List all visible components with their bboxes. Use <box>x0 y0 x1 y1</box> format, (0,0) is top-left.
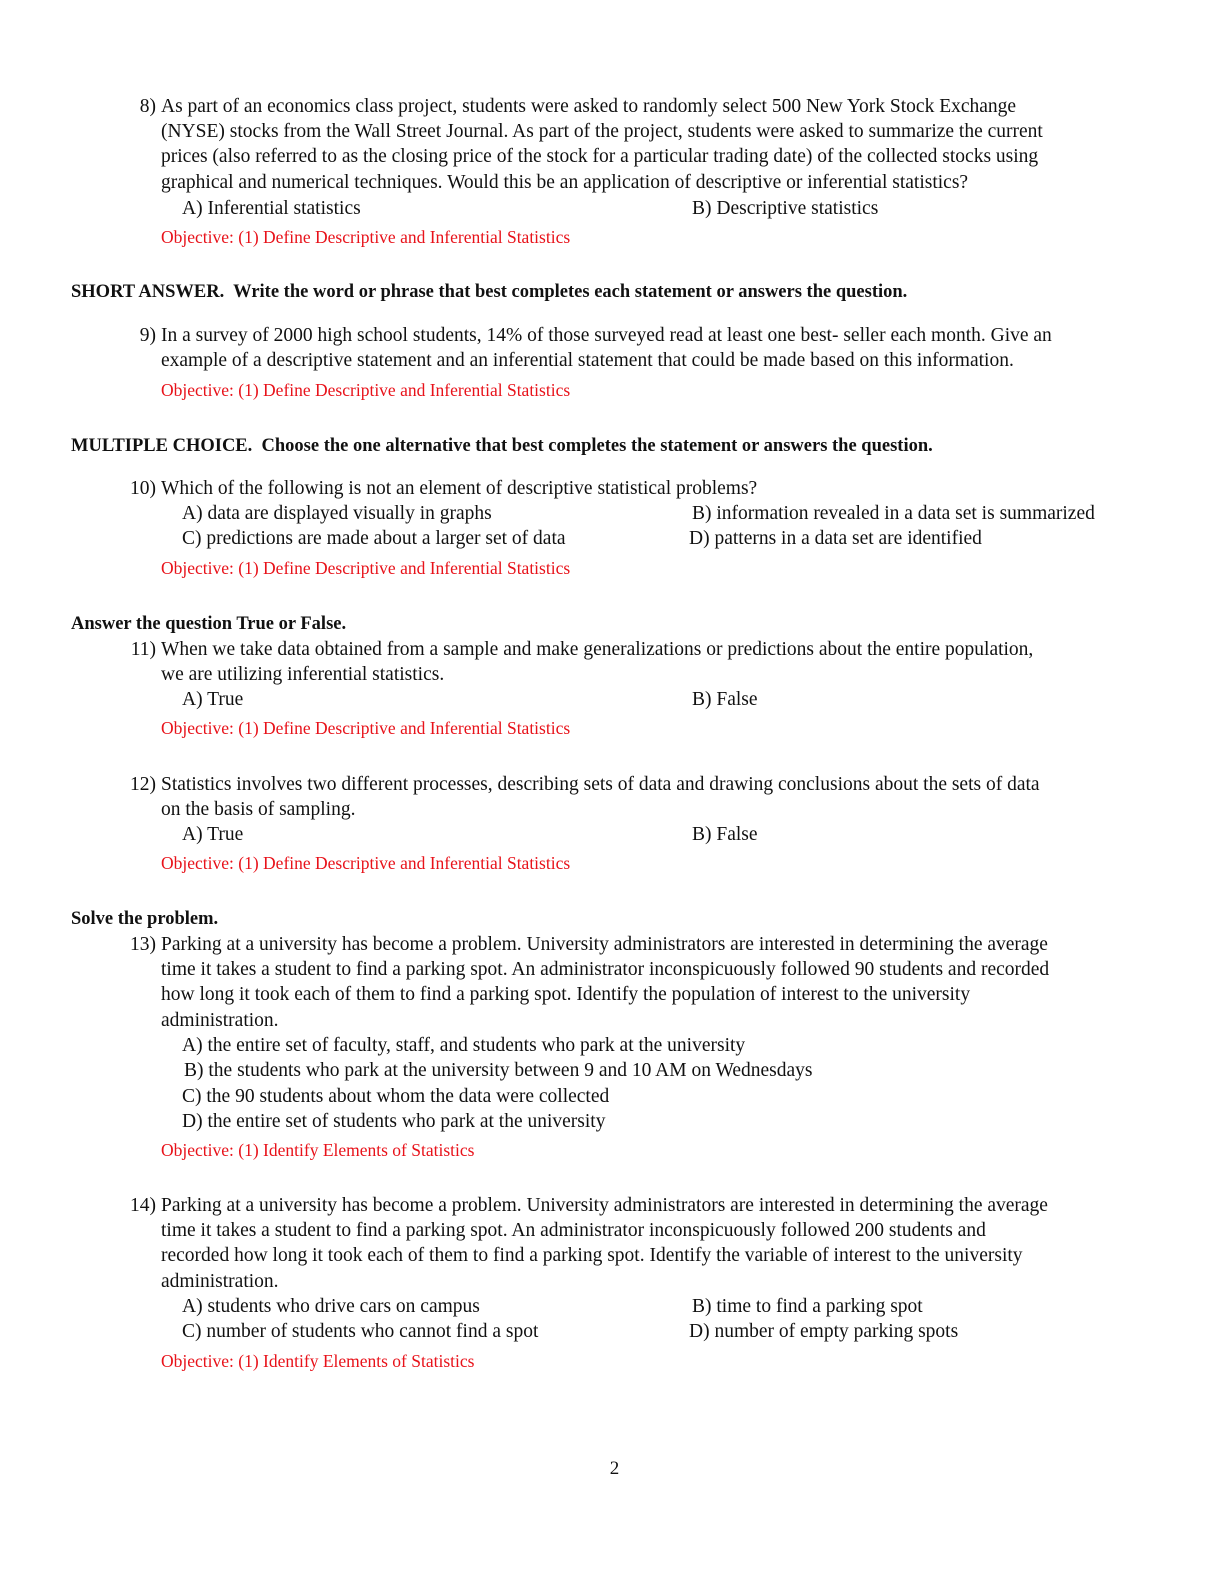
answer-choice-a: A) students who drive cars on campus <box>182 1296 480 1317</box>
question-text-line: When we take data obtained from a sample and make generalizations or predictions about the entire population, <box>161 639 1034 660</box>
question-number: 10) <box>130 478 156 499</box>
question-text-line: graphical and numerical techniques. Would this be an application of descriptive or inferential statistics? <box>161 172 969 193</box>
question-text-line: recorded how long it took each of them to find a parking spot. Identify the variable of interest to the university <box>161 1245 1023 1266</box>
question-number: 9) <box>139 325 156 346</box>
question-number: 13) <box>130 934 156 955</box>
section-header-instructions: Choose the one alternative that best completes the statement or answers the question. <box>261 436 933 456</box>
question-number: 8) <box>139 96 156 117</box>
section-header-lead: MULTIPLE CHOICE. <box>71 436 253 456</box>
question-text-line: Parking at a university has become a problem. University administrators are interested in determining the average <box>161 934 1048 955</box>
question-text-line: Parking at a university has become a problem. University administrators are interested in determining the average <box>161 1195 1048 1216</box>
question-number: 12) <box>130 774 156 795</box>
question-text-line: Statistics involves two different processes, describing sets of data and drawing conclusions about the sets of data <box>161 774 1040 795</box>
answer-choice-c: C) the 90 students about whom the data were collected <box>182 1086 610 1107</box>
answer-choice-c: C) predictions are made about a larger set of data <box>182 528 566 549</box>
answer-choice-b: B) time to find a parking spot <box>692 1296 923 1317</box>
answer-choice-b: B) information revealed in a data set is summarized <box>692 503 1095 524</box>
answer-choice-a: A) True <box>182 824 244 845</box>
answer-choice-d: D) the entire set of students who park at the university <box>182 1111 606 1132</box>
answer-choice-b: B) Descriptive statistics <box>692 198 879 219</box>
question-text-line: on the basis of sampling. <box>161 799 356 820</box>
question-text-line: time it takes a student to find a parking spot. An administrator inconspicuously followed 90 students and recorded <box>161 959 1050 980</box>
question-text-line: we are utilizing inferential statistics. <box>161 664 445 685</box>
section-header-instructions: Write the word or phrase that best completes each statement or answers the question. <box>233 282 908 302</box>
question-text-line: Which of the following is not an element of descriptive statistical problems? <box>161 478 758 499</box>
answer-choice-b: B) False <box>692 824 758 845</box>
answer-choice-b: B) False <box>692 689 758 710</box>
objective-label: Objective: (1) Define Descriptive and Inferential Statistics <box>161 227 571 247</box>
answer-choice-d: D) patterns in a data set are identified <box>689 528 982 549</box>
answer-choice-d: D) number of empty parking spots <box>689 1321 959 1342</box>
section-header-lead: SHORT ANSWER. <box>71 282 225 302</box>
question-text-line: administration. <box>161 1010 279 1031</box>
section-header-solve: Solve the problem. <box>71 909 219 929</box>
answer-choice-a: A) the entire set of faculty, staff, and students who park at the university <box>182 1035 746 1056</box>
objective-label: Objective: (1) Identify Elements of Statistics <box>161 1351 475 1371</box>
question-text-line: prices (also referred to as the closing price of the stock for a particular trading date) of the collected stocks using <box>161 146 1039 167</box>
section-header-multiple-choice <box>71 434 933 458</box>
question-text-line: example of a descriptive statement and an inferential statement that could be made based on this information. <box>161 350 1014 371</box>
question-text-line: (NYSE) stocks from the Wall Street Journal. As part of the project, students were asked to summarize the current <box>161 121 1043 142</box>
answer-choice-a: A) True <box>182 689 244 710</box>
objective-label: Objective: (1) Define Descriptive and Inferential Statistics <box>161 380 571 400</box>
objective-label: Objective: (1) Identify Elements of Statistics <box>161 1140 475 1160</box>
question-text-line: In a survey of 2000 high school students, 14% of those surveyed read at least one best- seller each month. Give an <box>161 325 1052 346</box>
question-text-line: administration. <box>161 1271 279 1292</box>
question-text-line: how long it took each of them to find a parking spot. Identify the population of interest to the university <box>161 984 971 1005</box>
objective-label: Objective: (1) Define Descriptive and Inferential Statistics <box>161 558 571 578</box>
answer-choice-c: C) number of students who cannot find a spot <box>182 1321 539 1342</box>
question-text-line: As part of an economics class project, students were asked to randomly select 500 New York Stock Exchange <box>161 96 1017 117</box>
question-number: 11) <box>130 639 156 660</box>
answer-choice-b: B) the students who park at the university between 9 and 10 AM on Wednesdays <box>184 1060 813 1081</box>
answer-choice-a: A) data are displayed visually in graphs <box>182 503 492 524</box>
question-text-line: time it takes a student to find a parking spot. An administrator inconspicuously followed 200 students and <box>161 1220 986 1241</box>
page-number: 2 <box>609 1458 620 1479</box>
answer-choice-a: A) Inferential statistics <box>182 198 361 219</box>
question-number: 14) <box>130 1195 156 1216</box>
objective-label: Objective: (1) Define Descriptive and Inferential Statistics <box>161 853 571 873</box>
section-header-true-false: Answer the question True or False. <box>71 614 347 634</box>
objective-label: Objective: (1) Define Descriptive and Inferential Statistics <box>161 718 571 738</box>
section-header-short-answer <box>71 280 907 304</box>
